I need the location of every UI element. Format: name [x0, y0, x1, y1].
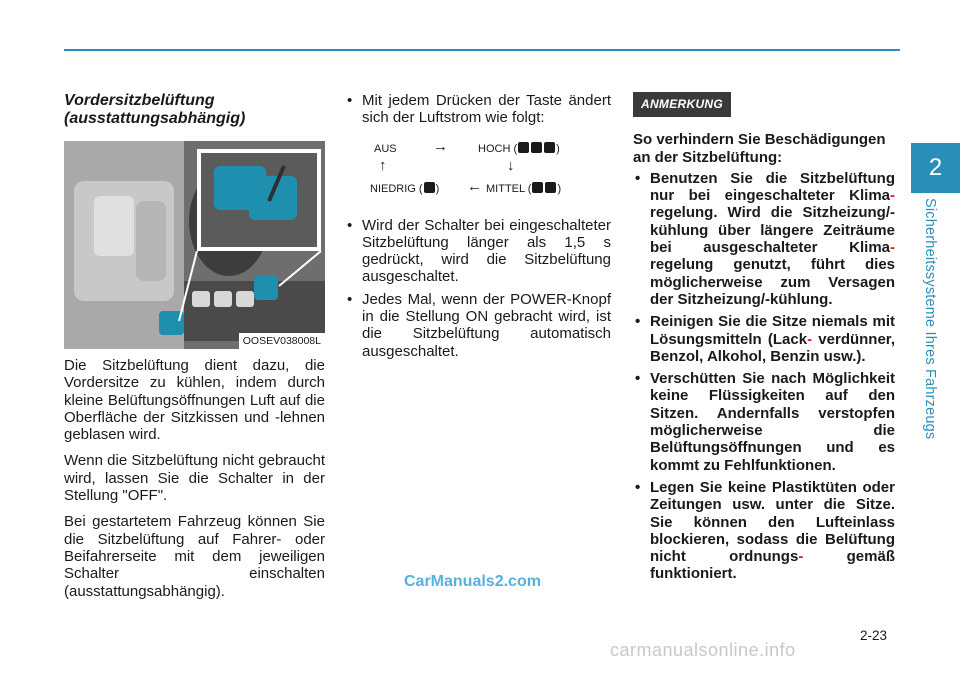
paren: ): [435, 182, 440, 195]
paragraph: Die Sitzbelüftung dient dazu, die Vordersitze zu kühlen, indem durch kleine Belüftungsöffnungen Luft auf die Oberfläche der Sitzkissen und -lehnen geblasen wird.: [64, 357, 325, 444]
note-title: So verhindern Sie Beschädigungen an der Sitzbelüftung:: [633, 131, 886, 166]
seat-fan-icon: [424, 182, 435, 193]
note-item: [633, 170, 895, 308]
seat-fan-icon: [531, 142, 542, 153]
header-rule: [64, 49, 900, 51]
seat-fan-icon: [545, 182, 556, 193]
hyphen: -: [890, 239, 895, 257]
note-text: Verschütten Sie nach Möglichkeit keine Flüssigkeiten auf den Sitzen. Andernfalls verstopfen möglicherweise die Belüftungsöffnungen und es kommt zu Fehlfunktionen.: [650, 370, 895, 474]
hyphen: -: [890, 187, 895, 205]
column-middle: [345, 92, 611, 365]
page-number: 2-23: [860, 628, 888, 643]
note-text: verdünner, Benzol, Alkohol, Benzin usw.).: [650, 330, 895, 365]
column-right: [633, 92, 895, 588]
seat-ventilation-figure: [64, 141, 325, 349]
arrow-right: →: [433, 137, 448, 155]
console-illustration: [64, 141, 325, 349]
state-mittel-label: MITTEL (: [486, 182, 532, 195]
note-badge: ANMERKUNG: [633, 92, 731, 117]
note-text: regelung genutzt, führt dies möglicherweise zum Versagen der Sitzheizung/-kühlung.: [650, 256, 895, 308]
note-text: Reinigen Sie die Sitze niemals mit Lösungsmitteln (Lack: [650, 313, 895, 348]
state-hoch: [478, 141, 560, 158]
note-text: Legen Sie keine Plastiktüten oder Zeitungen usw. unter die Sitze. Sie können den Lufteinlass blockieren, sodass die Belüftung nicht ordnungs: [650, 478, 895, 566]
state-niedrig: [370, 181, 439, 198]
list-item: • Wird der Schalter bei eingeschalteter Sitzbelüftung länger als 1,5 s gedrückt, wird die Sitzbelüftung ausgeschaltet.: [345, 217, 611, 286]
hyphen: -: [807, 330, 813, 348]
state-hoch-label: HOCH (: [478, 142, 518, 155]
paragraph: Wenn die Sitzbelüftung nicht gebraucht wird, lassen Sie die Schalter in der Stellung "OFF".: [64, 452, 325, 505]
note-item: [633, 313, 895, 365]
arrow-left: ←: [467, 177, 482, 195]
note-text: gemäß funktioniert.: [650, 548, 895, 583]
state-mittel: [486, 181, 561, 198]
arrow-up: ↑: [379, 156, 387, 174]
state-niedrig-label: NIEDRIG (: [370, 182, 423, 195]
note-item: [633, 479, 895, 583]
state-aus: AUS: [374, 142, 397, 155]
note-item: [633, 370, 895, 474]
seat-fan-icon: [518, 142, 529, 153]
chapter-title: Sicherheitssysteme Ihres Fahrzeugs: [922, 198, 938, 440]
seat-fan-icon: [532, 182, 543, 193]
watermark-footer: carmanualsonline.info: [610, 640, 796, 660]
arrow-down: ↓: [507, 156, 515, 174]
figure-caption: OOSEV038008L: [239, 333, 325, 349]
paragraph: Bei gestartetem Fahrzeug können Sie die Sitzbelüftung auf Fahrer- oder Beifahrerseite mit dem jeweiligen Schalter einschalten (ausstattungsabhängig).: [64, 513, 325, 600]
paren: ): [557, 182, 562, 195]
paren: ): [556, 142, 560, 155]
airflow-cycle-diagram: [345, 139, 611, 209]
list-item: • Jedes Mal, wenn der POWER-Knopf in die Stellung ON gebracht wird, ist die Sitzbelüftung automatisch ausgeschaltet.: [345, 291, 611, 360]
section-title: Vordersitzbelüftung (ausstattungsabhängig): [64, 92, 246, 127]
chapter-number-tab: 2: [911, 143, 960, 193]
seat-fan-icon: [544, 142, 555, 153]
list-item: • Mit jedem Drücken der Taste ändert sich der Luftstrom wie folgt:: [345, 92, 611, 127]
watermark-link[interactable]: CarManuals2.com: [404, 573, 541, 590]
hyphen: -: [798, 548, 804, 566]
column-left: [64, 92, 325, 609]
note-text: regelung. Wird die Sitzheizung/-kühlung über längere Zeiträume bei ausgeschalteter Klima: [650, 204, 895, 257]
note-text: Benutzen Sie die Sitzbelüftung nur bei eingeschalteter Klima: [650, 169, 895, 205]
